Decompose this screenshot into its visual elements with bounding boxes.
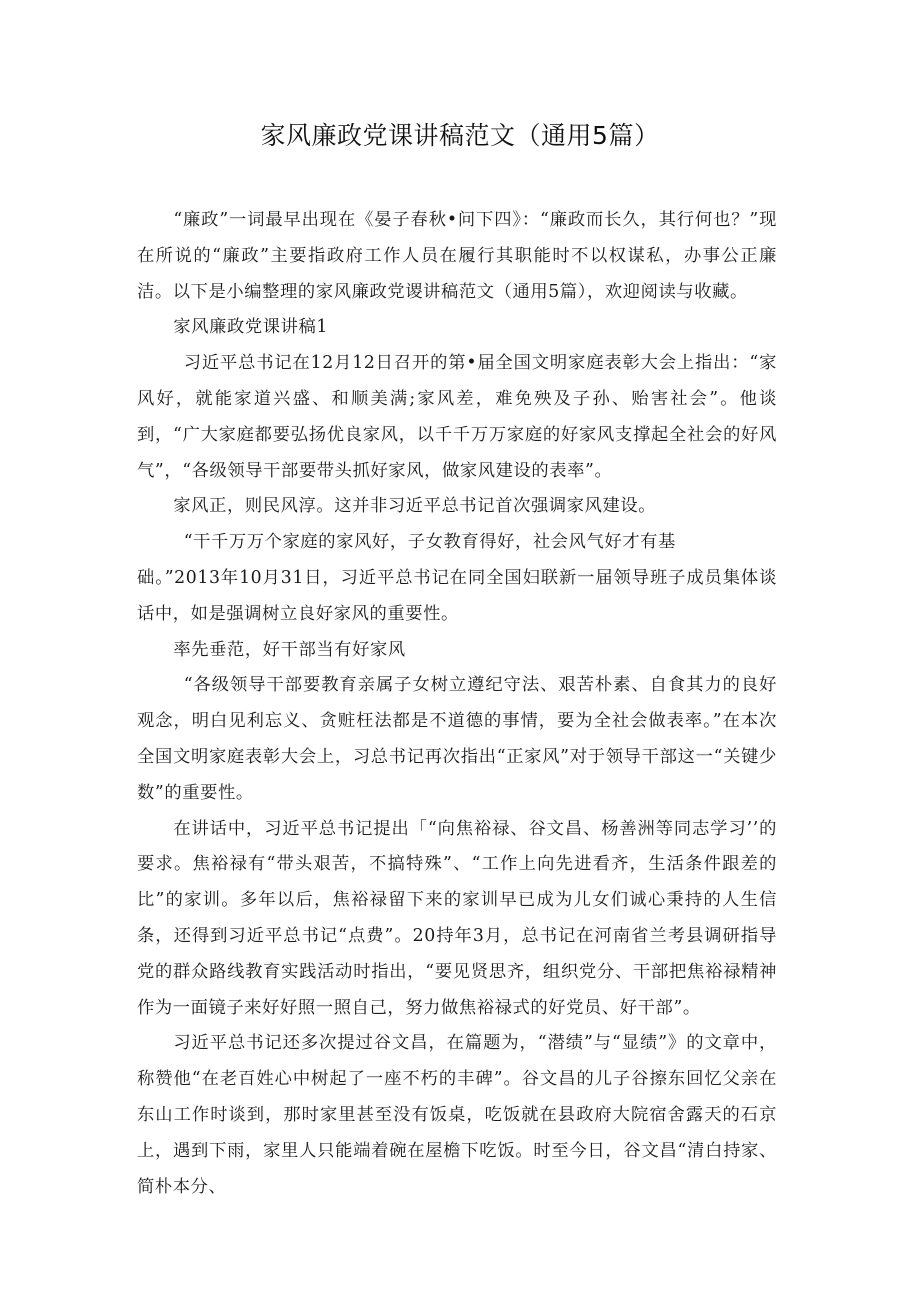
body-paragraph-line: “干千万万个家庭的家风好，子女教育得好，社会风气好才有基 xyxy=(183,532,676,553)
body-paragraph: 习近平总书记还多次提过谷文昌，在篇题为，“潜绩”与“显绩”》的文章中，称赞他“在老百姓心中树起了一座不朽的丰碑”。谷文昌的儿子谷擦东回忆父亲在东山工作时谈到，那时家里甚至没有饭桌，吃饭就在县政府大院宿舍露天的石京上，遇到下雨，家里人只能端着碗在屋檐下吃饭。时至今日，谷文昌“清白持家、简朴本分、 xyxy=(137,1033,777,1197)
section-heading: 家风廉政党课讲稿1 xyxy=(173,317,328,338)
document-title: 家风廉政党课讲稿范文（通用5篇） xyxy=(260,121,660,150)
body-paragraph: “各级领导干部要教育亲属子女树立遵纪守法、艰苦朴素、自食其力的良好观念，明白见利忘义、贪赃枉法都是不道德的事情，要为全社会做表率。”在本次全国文明家庭表彰大会上，习总书记再次指出“正家风”对于领导干部这一“关键少数”的重要性。 xyxy=(137,675,777,803)
body-paragraph: 家风正，则民风淳。这并非习近平总书记首次强调家风建设。 xyxy=(173,496,657,517)
subsection-heading: 率先垂范，好干部当有好家风 xyxy=(173,639,406,660)
intro-paragraph: “廉政”一词最早出现在《晏子春秋•问下四》：“廉政而长久，其行何也？”现在所说的“廉政”主要指政府工作人员在履行其职能时不以权谋私，办事公正廉洁。以下是小编整理的家风廉政党谡讲稿范文（通用5篇），欢迎阅读与收藏。 xyxy=(137,210,777,302)
body-paragraph: 在讲话中，习近平总书记提出「“向焦裕禄、谷文昌、杨善洲等同志学习’’的要求。焦裕禄有“带头艰苦，不搞特殊”、“工作上向先进看齐，生活条件跟差的比”的家训。多年以后，焦裕禄留下来的家训早已成为儿女们诚心秉持的人生信条，还得到习近平总书记“点费”。20持年3月，总书记在河南省兰考县调研指导党的群众路线教育实践活动时指出，“要见贤思齐，组织党分、干部把焦裕禄精神作为一面镜子来好好照一照自己，努力做焦裕禄式的好党员、好干部”。 xyxy=(137,818,777,1018)
body-paragraph: 习近平总书记在12月12日召开的第•届全国文明家庭表彰大会上指出：“家风好，就能家道兴盛、和顺美满;家风差，难免殃及子孙、贻害社会”。他谈到，“广大家庭都要弘扬优良家风，以千千万万家庭的好家风支撑起全社会的好风气”，“各级领导干部要带头抓好家风，做家风建设的表率”。 xyxy=(137,353,777,481)
body-paragraph: 础。”2013年10月31日，习近平总书记在同全国妇联新一届领导班子成员集体谈话中，如是强调树立良好家风的重要性。 xyxy=(137,567,777,624)
document-body xyxy=(137,203,777,1205)
